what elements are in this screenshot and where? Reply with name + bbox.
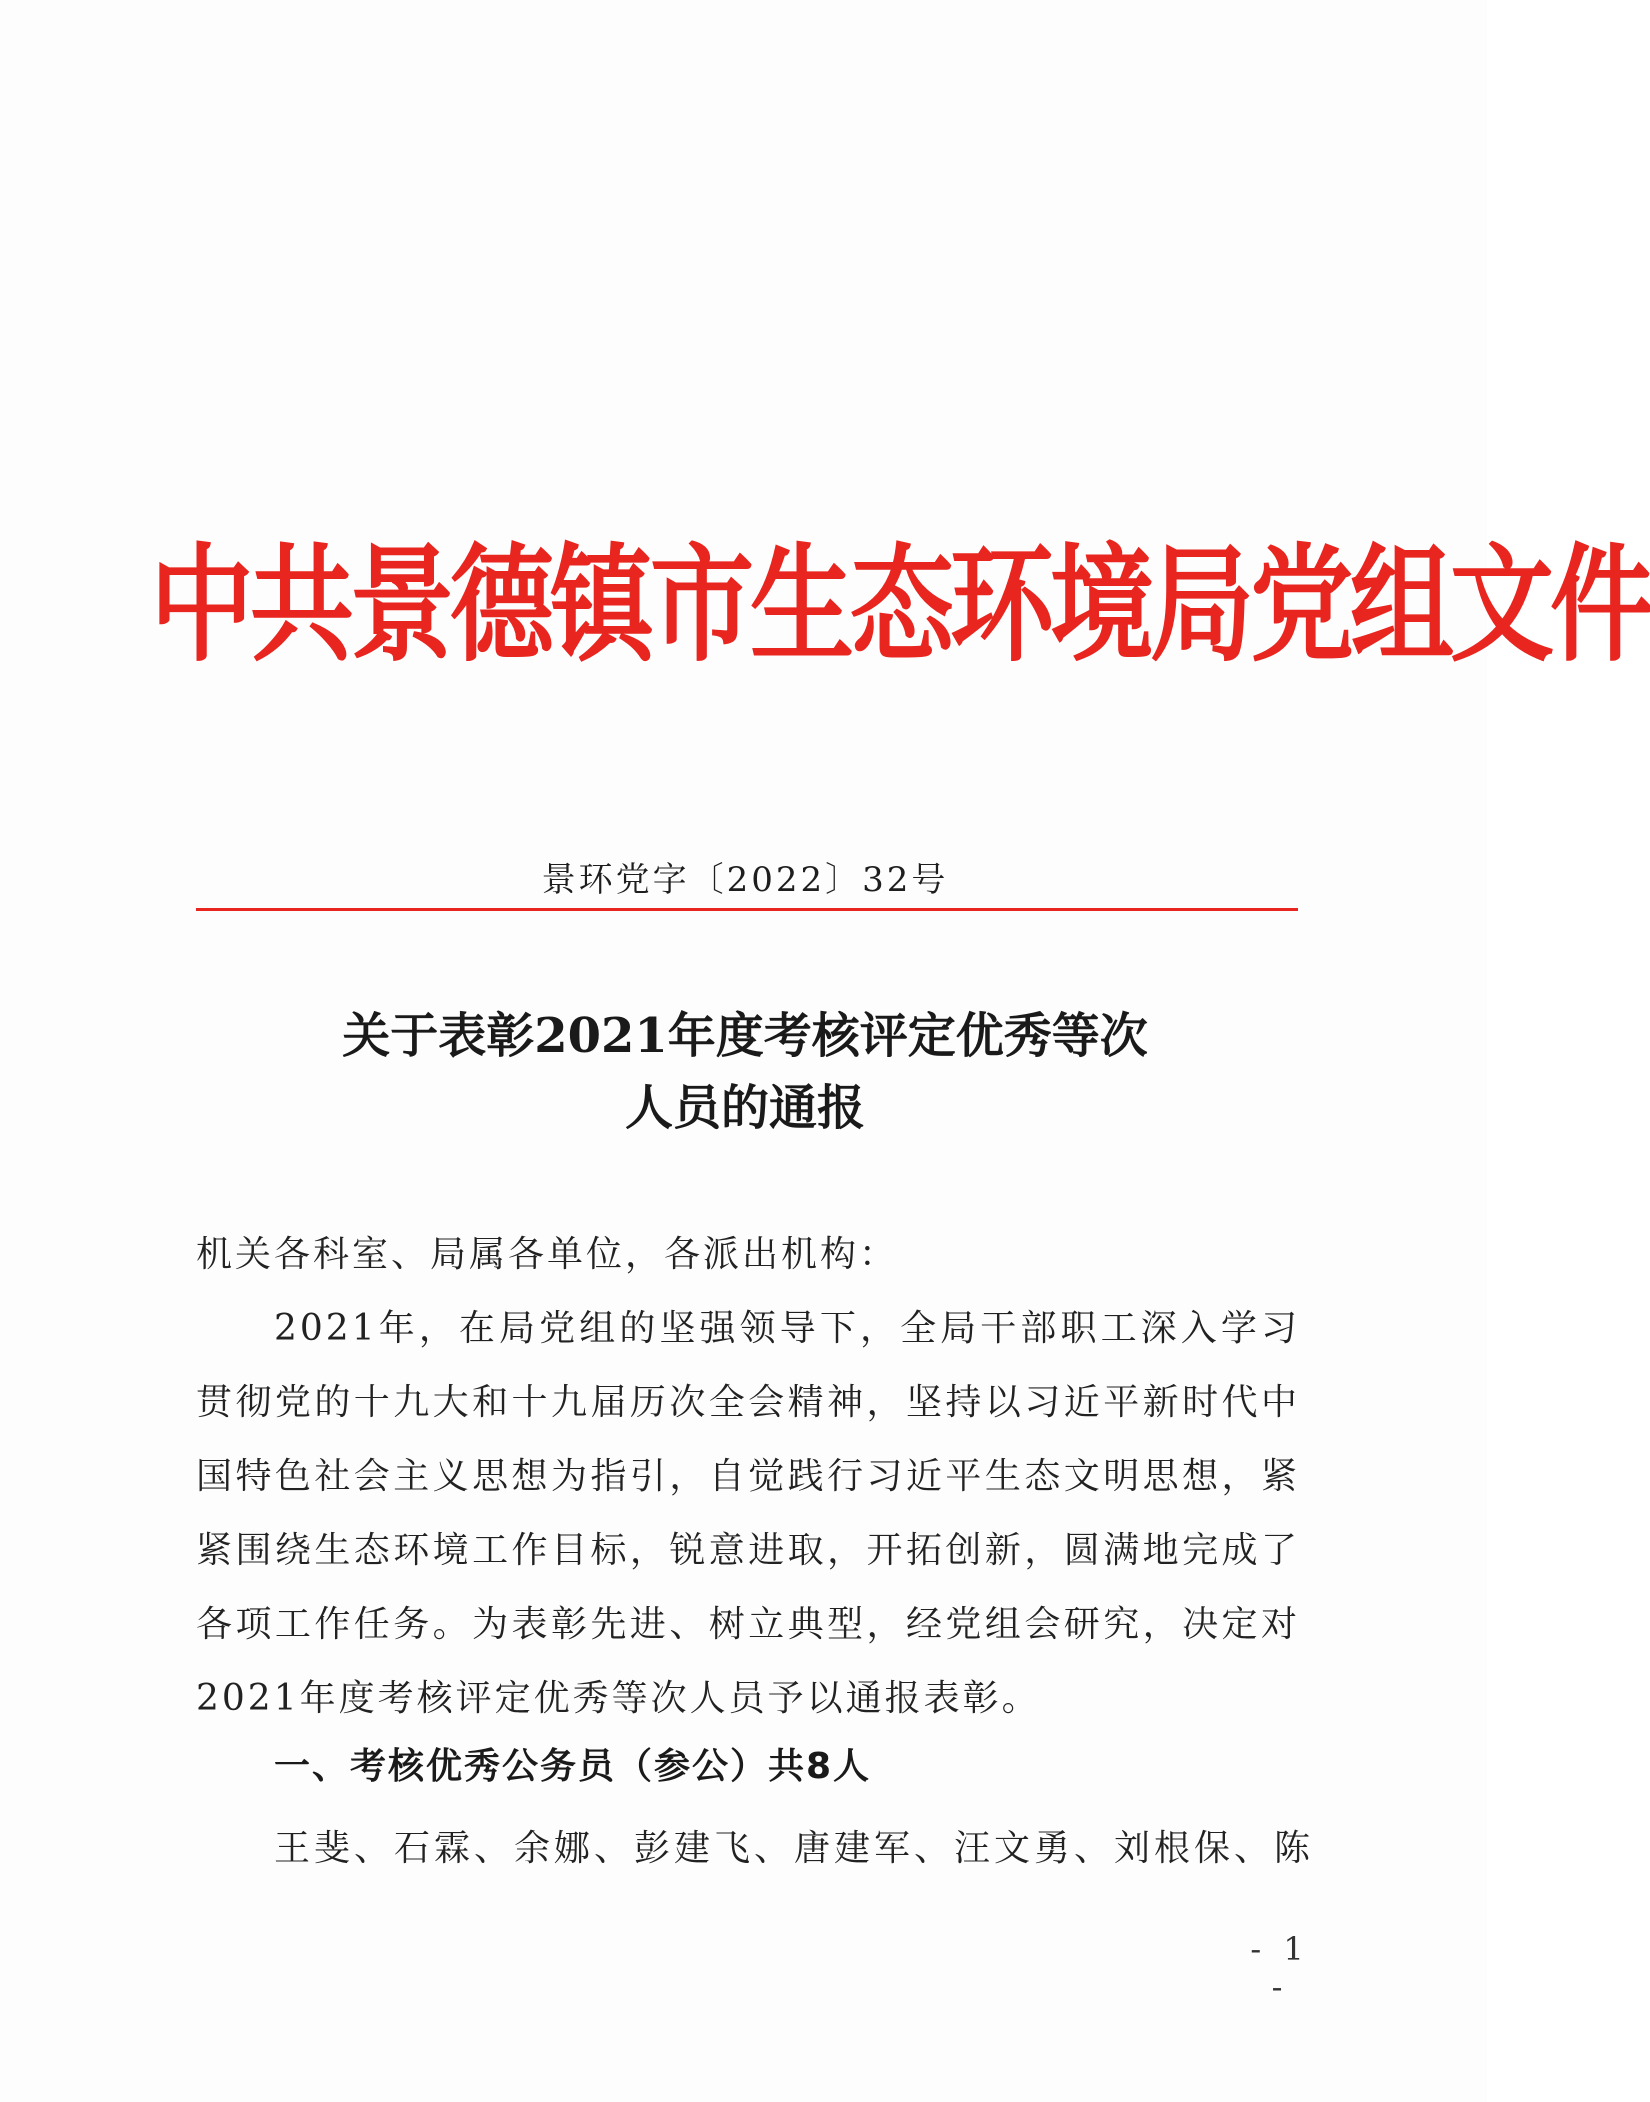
document-number: 景环党字〔2022〕32号: [541, 860, 949, 900]
section-heading-1: 一、考核优秀公务员（参公）共8人: [274, 1746, 872, 1787]
salutation: 机关各科室、局属各单位，各派出机构：: [196, 1234, 899, 1275]
body-paragraph: 2021年，在局党组的坚强领导下，全局干部职工深入学习贯彻党的十九大和十九届历次全会精神，坚持以习近平新时代中国特色社会主义思想为指引，自觉践行习近平生态文明思想，紧紧围绕生态环境工作目标，锐意进取，开拓创新，圆满地完成了各项工作任务。为表彰先进、树立典型，经党组会研究，决定对2021年度考核评定优秀等次人员予以通报表彰。: [196, 1308, 1300, 1719]
page-number: - 1 -: [1250, 1930, 1310, 2006]
document-title: [150, 1000, 1340, 1144]
red-divider-line: [196, 908, 1298, 911]
title-line-2: 人员的通报: [624, 1080, 865, 1136]
masthead-title: 中共景德镇市生态环境局党组文件: [150, 530, 1650, 680]
section-1-names: 王斐、石霖、余娜、彭建飞、唐建军、汪文勇、刘根保、陈: [274, 1828, 1315, 1869]
title-line-1: 关于表彰2021年度考核评定优秀等次: [342, 1008, 1148, 1064]
